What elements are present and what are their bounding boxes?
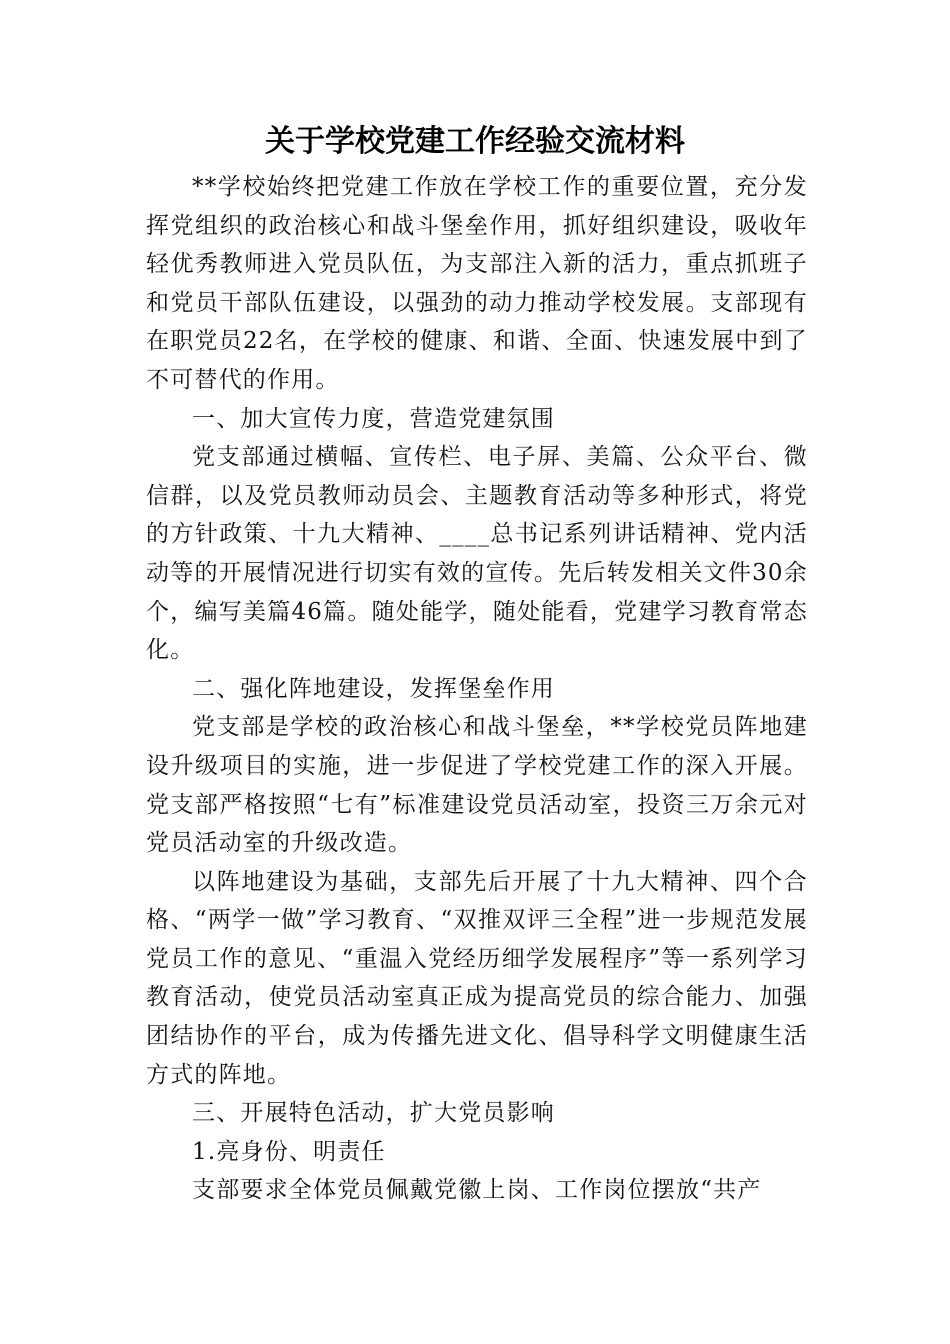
subsection-heading-1: 1.亮身份、明责任 [192, 1138, 386, 1165]
section-heading-2: 二、强化阵地建设，发挥堡垒作用 [192, 675, 555, 702]
intro-paragraph: **学校始终把党建工作放在学校工作的重要位置，充分发挥党组织的政治核心和战斗堡垒作用，抓好组织建设，吸收年轻优秀教师进入党员队伍，为支部注入新的活力，重点抓班子和党员干部队伍建设，以强劲的动力推动学校发展。支部现有在职党员22名，在学校的健康、和谐、全面、快速发展中到了不可替代的作用。 [146, 174, 808, 393]
section-2-paragraph-1: 党支部是学校的政治核心和战斗堡垒，**学校党员阵地建设升级项目的实施，进一步促进了学校党建工作的深入开展。党支部严格按照“七有”标准建设党员活动室，投资三万余元对党员活动室的升级改造。 [146, 714, 808, 857]
subsection-1-paragraph: 支部要求全体党员佩戴党徽上岗、工作岗位摆放“共产 [192, 1177, 762, 1204]
section-heading-1: 一、加大宣传力度，营造党建氛围 [192, 405, 555, 432]
section-1-paragraph: 党支部通过横幅、宣传栏、电子屏、美篇、公众平台、微信群，以及党员教师动员会、主题教育活动等多种形式，将党的方针政策、十九大精神、____总书记系列讲话精神、党内活动等的开展情况进行切实有效的宣传。先后转发相关文件30余个，编写美篇46篇。随处能学，随处能看，党建学习教育常态化。 [146, 444, 808, 664]
section-heading-3: 三、开展特色活动，扩大党员影响 [192, 1100, 555, 1127]
section-2-paragraph-2: 以阵地建设为基础，支部先后开展了十九大精神、四个合格、“两学一做”学习教育、“双推双评三全程”进一步规范发展党员工作的意见、“重温入党经历细学发展程序”等一系列学习教育活动，使党员活动室真正成为提高党员的综合能力、加强团结协作的平台，成为传播先进文化、倡导科学文明健康生活方式的阵地。 [146, 868, 808, 1088]
document-body [146, 168, 808, 1210]
document-title: 关于学校党建工作经验交流材料 [265, 124, 685, 159]
